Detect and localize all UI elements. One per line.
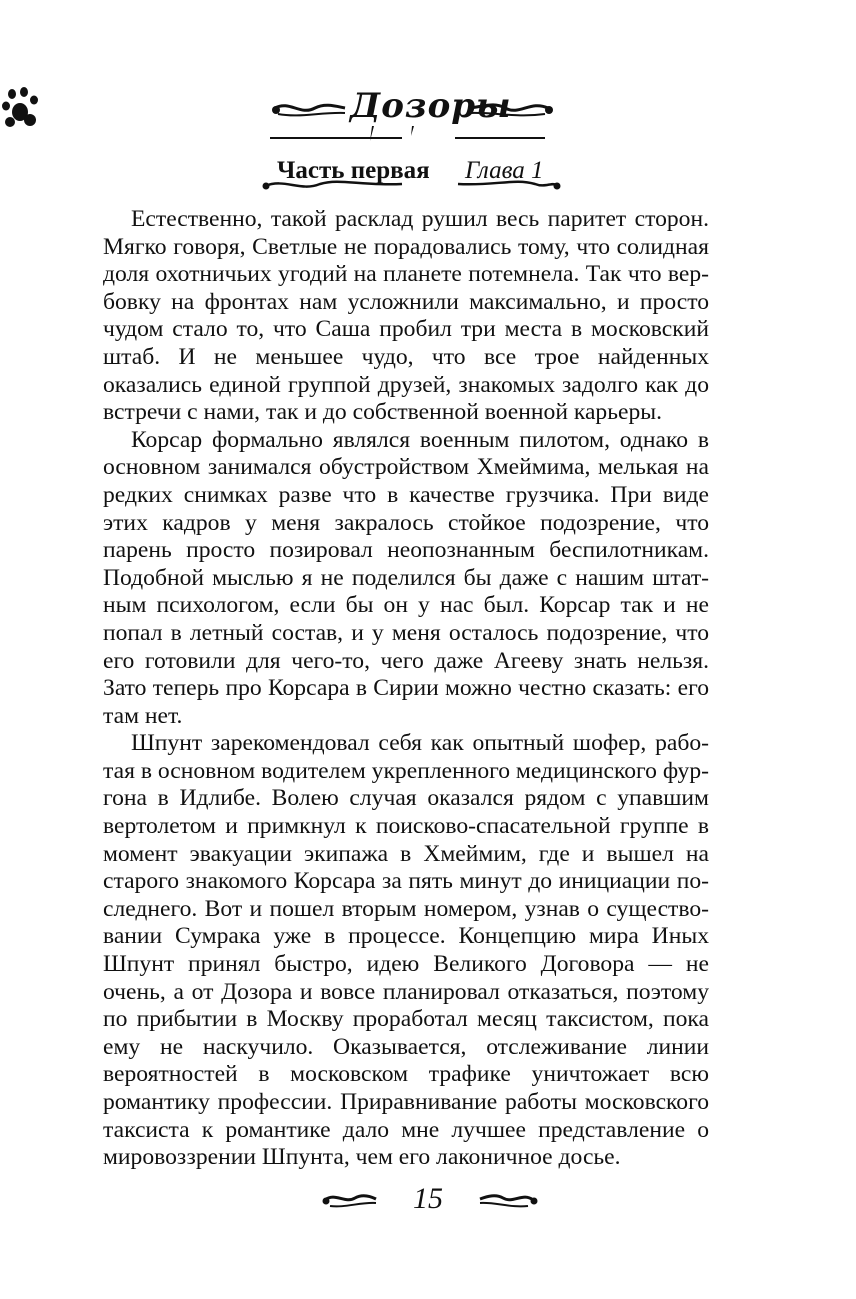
paragraph: Шпунт зарекомендовал себя как опытный шофер, работая в основном водителем укрепленного медицинского фургона в Идлибе. Волею случая оказался рядом с упавшим вертолетом и примкнул к поисково-спасательной группе в момент эвакуации экипажа в Хмеймим, где и вышел на старого знакомого Корсара за пять минут до инициации последнего. Вот и пошел вторым номером, узнав о существовании Сумрака уже в процессе. Концепцию мира Иных Шпунт принял быстро, идею Великого Договора — не очень, а от Дозора и вовсе планировал отказаться, поэтому по прибытии в Москву проработал месяц таксистом, пока ему не наскучило. Оказывается, отслеживание линии вероятностей в московском трафике уничтожает всю романтику профессии. Приравнивание работы московского таксиста к романтике дало мне лучшее представление о мировоззрении Шпунта, чем его лаконичное досье.	[103, 730, 709, 1171]
paw-print-icon	[0, 86, 42, 130]
page-footer	[0, 1170, 856, 1230]
part-label: Часть первая	[277, 157, 430, 184]
paragraph: Естественно, такой расклад рушил весь паритет сторон. Мягко говоря, Светлые не порадовались тому, что солидная доля охотничьих угодий на планете потемнела. Так что вербовку на фронтах нам усложнили максимально, и просто чудом стало то, что Саша пробил три места в московский штаб. И не меньшее чудо, что все трое найденных оказались единой группой друзей, знакомых задолго как до встречи с нами, так и до собственной военной карьеры.	[103, 206, 709, 426]
page-number: 15	[413, 1182, 443, 1215]
body-text	[103, 206, 709, 1172]
series-title: Дозоры	[350, 86, 512, 126]
chapter-label: Глава 1	[465, 157, 544, 184]
running-header	[0, 86, 856, 196]
paragraph: Корсар формально являлся военным пилотом, однако в основном занимался обустройством Хмеймима, мелькая на редких снимках разве что в качестве грузчика. При виде этих кадров у меня закралось стойкое подозрение, что парень просто позировал неопознанным беспилотникам. Подобной мыслью я не поделился бы даже с нашим штатным психологом, если бы он у нас был. Корсар так и не попал в летный состав, и у меня осталось подозрение, что его готовили для чего-то, чего даже Агееву знать нельзя. Зато теперь про Корсара в Сирии можно честно сказать: его там нет.	[103, 426, 709, 729]
